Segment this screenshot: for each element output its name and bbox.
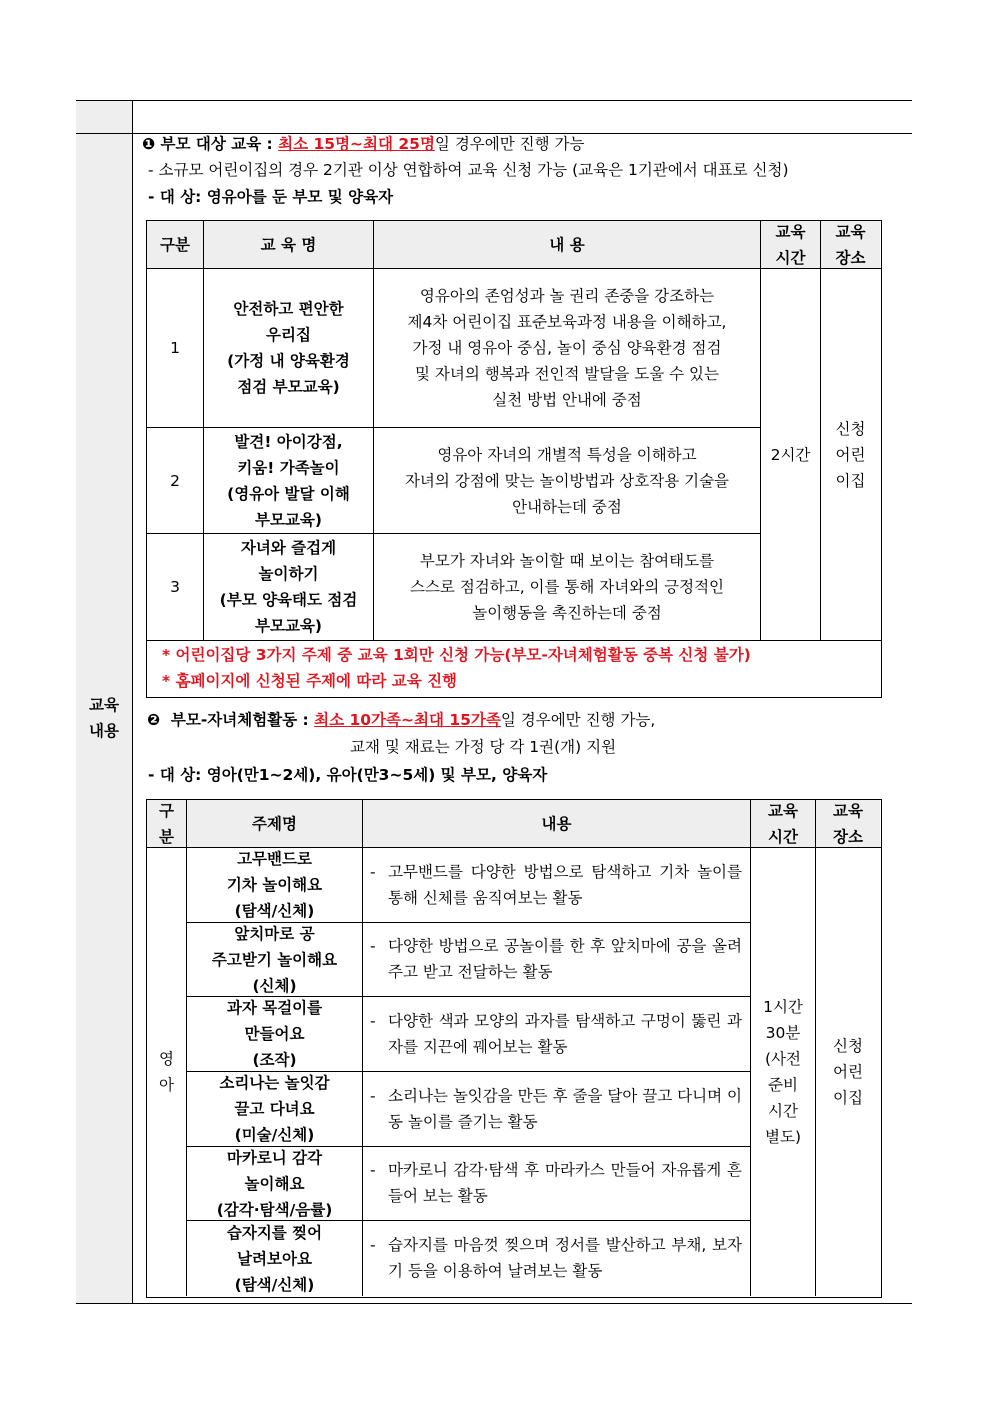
t2-row2-dash: - bbox=[370, 937, 376, 955]
t1-line-r3 bbox=[146, 640, 881, 641]
side-label: 교육 내용 bbox=[89, 696, 119, 740]
t2-header-time: 교육 시간 bbox=[768, 801, 798, 846]
t2-v2 bbox=[362, 799, 363, 1296]
section1-note: - 소규모 어린이집의 경우 2기관 이상 연합하여 교육 신청 가능 (교육은 1기관에서 대표로 신청) bbox=[148, 161, 789, 179]
t1-note1: * 어린이집당 3가지 주제 중 교육 1회만 신청 가능(부모-자녀체험활동 중복 신청 불가) bbox=[162, 646, 751, 664]
t2-place: 신청 어린 이집 bbox=[833, 1037, 863, 1107]
t1-header-place: 교육 장소 bbox=[835, 222, 866, 267]
t2-row1-content: 고무밴드를 다양한 방법으로 탐색하고 기차 놀이를 통해 신체를 움직여보는 활동 bbox=[388, 863, 742, 907]
t2-row4-name: 소리나는 놀잇감 끌고 다녀요 (미술/신체) bbox=[219, 1074, 330, 1144]
outer-bottom-line bbox=[76, 1303, 912, 1304]
t2-row6-dash: - bbox=[370, 1236, 376, 1254]
t1-row3-no: 3 bbox=[170, 578, 180, 596]
t2-row6-content: 습자지를 마음껏 찢으며 정서를 발산하고 부채, 보자기 등을 이용하여 날려보는 활동 bbox=[388, 1236, 742, 1280]
t1-header-no: 구분 bbox=[160, 235, 190, 254]
t2-row6-name: 습자지를 찢어 날려보아요 (탐색/신체) bbox=[226, 1223, 323, 1294]
t1-row1-content: 영유아의 존엄성과 놀 권리 존중을 강조하는 제4차 어린이집 표준보육과정 내용을 이해하고, 가정 내 영유아 중심, 놀이 중심 양육환경 점검 및 자녀의 행복과 전인적 발달을 도울 수 있는 실천 방법 안내에 중점 bbox=[407, 287, 727, 409]
t2-row1-dash: - bbox=[370, 863, 376, 881]
t2-row5-content: 마카로니 감각·탐색 후 마라카스 만들어 자유롭게 흔들어 보는 활동 bbox=[388, 1161, 742, 1205]
t1-row3-content: 부모가 자녀와 놀이할 때 보이는 참여태도를 스스로 점검하고, 이를 통해 자녀와의 긍정적인 놀이행동을 촉진하는데 중점 bbox=[409, 552, 725, 622]
t2-row5-dash: - bbox=[370, 1161, 376, 1179]
t1-header-time: 교육 시간 bbox=[775, 222, 806, 267]
t1-row1-no: 1 bbox=[170, 339, 180, 357]
t2-row1-name: 고무밴드로 기차 놀이해요 (탐색/신체) bbox=[226, 850, 323, 920]
section2-title-line2: 교재 및 재료는 가정 당 각 1권(개) 지원 bbox=[350, 738, 617, 756]
t2-row4-content: 소리나는 놀잇감을 만든 후 줄을 달아 끌고 다니며 이동 놀이를 즐기는 활동 bbox=[388, 1087, 742, 1131]
t2-row2-content: 다양한 방법으로 공놀이를 한 후 앞치마에 공을 올려 주고 받고 전달하는 활동 bbox=[388, 937, 742, 981]
t1-place: 신청 어린 이집 bbox=[835, 419, 866, 490]
t1-header-content: 내 용 bbox=[549, 235, 585, 254]
t1-row1-name: 안전하고 편안한 우리집 (가정 내 양육환경 점검 부모교육) bbox=[227, 300, 350, 396]
t2-row5-name: 마카로니 감각 놀이해요 (감각·탐색/음률) bbox=[216, 1148, 333, 1219]
t1-header-name: 교 육 명 bbox=[260, 235, 317, 254]
t2-row2-name: 앞치마로 공 주고받기 놀이해요 (신체) bbox=[211, 924, 338, 995]
section2-title: ❷ 부모-자녀체험활동 : 최소 10가족~최대 15가족일 경우에만 진행 가능, bbox=[147, 711, 656, 729]
t2-header-no: 구 분 bbox=[159, 801, 174, 846]
section2-target: - 대 상: 영아(만1~2세), 유아(만3~5세) 및 부모, 양육자 bbox=[148, 766, 548, 784]
t2-time: 1시간 30분 (사전 준비 시간 별도) bbox=[763, 998, 803, 1146]
t2-row4-dash: - bbox=[370, 1087, 376, 1105]
t1-time: 2시간 bbox=[770, 445, 811, 464]
section1-target: - 대 상: 영유아를 둔 부모 및 양육자 bbox=[148, 188, 394, 206]
outer-divider bbox=[132, 100, 133, 1303]
t2-header-place: 교육 장소 bbox=[833, 801, 863, 846]
t1-note2: * 홈페이지에 신청된 주제에 따라 교육 진행 bbox=[162, 672, 458, 690]
t1-row2-content: 영유아 자녀의 개별적 특성을 이해하고 자녀의 강점에 맞는 놀이방법과 상호작용 기술을 안내하는데 중점 bbox=[404, 445, 730, 516]
t2-header-name: 주제명 bbox=[252, 814, 297, 833]
t2-row3-content: 다양한 색과 모양의 과자를 탐색하고 구멍이 뚫린 과자를 지끈에 꿰어보는 활동 bbox=[388, 1012, 742, 1056]
t1-row2-no: 2 bbox=[170, 471, 180, 490]
t2-group: 영 아 bbox=[159, 1050, 174, 1094]
section1-title: ❶ 부모 대상 교육 : 최소 15명~최대 25명일 경우에만 진행 가능 bbox=[142, 135, 585, 153]
t2-header-content: 내용 bbox=[541, 814, 572, 833]
t2-row3-dash: - bbox=[370, 1012, 376, 1030]
outer-top-line bbox=[76, 100, 912, 101]
t2-row3-name: 과자 목걸이를 만들어요 (조작) bbox=[226, 999, 323, 1069]
t1-row2-name: 발견! 아이강점, 키움! 가족놀이 (영유아 발달 이해 부모교육) bbox=[227, 432, 350, 529]
t1-row3-name: 자녀와 즐겁게 놀이하기 (부모 양육태도 점검 부모교육) bbox=[219, 539, 358, 635]
